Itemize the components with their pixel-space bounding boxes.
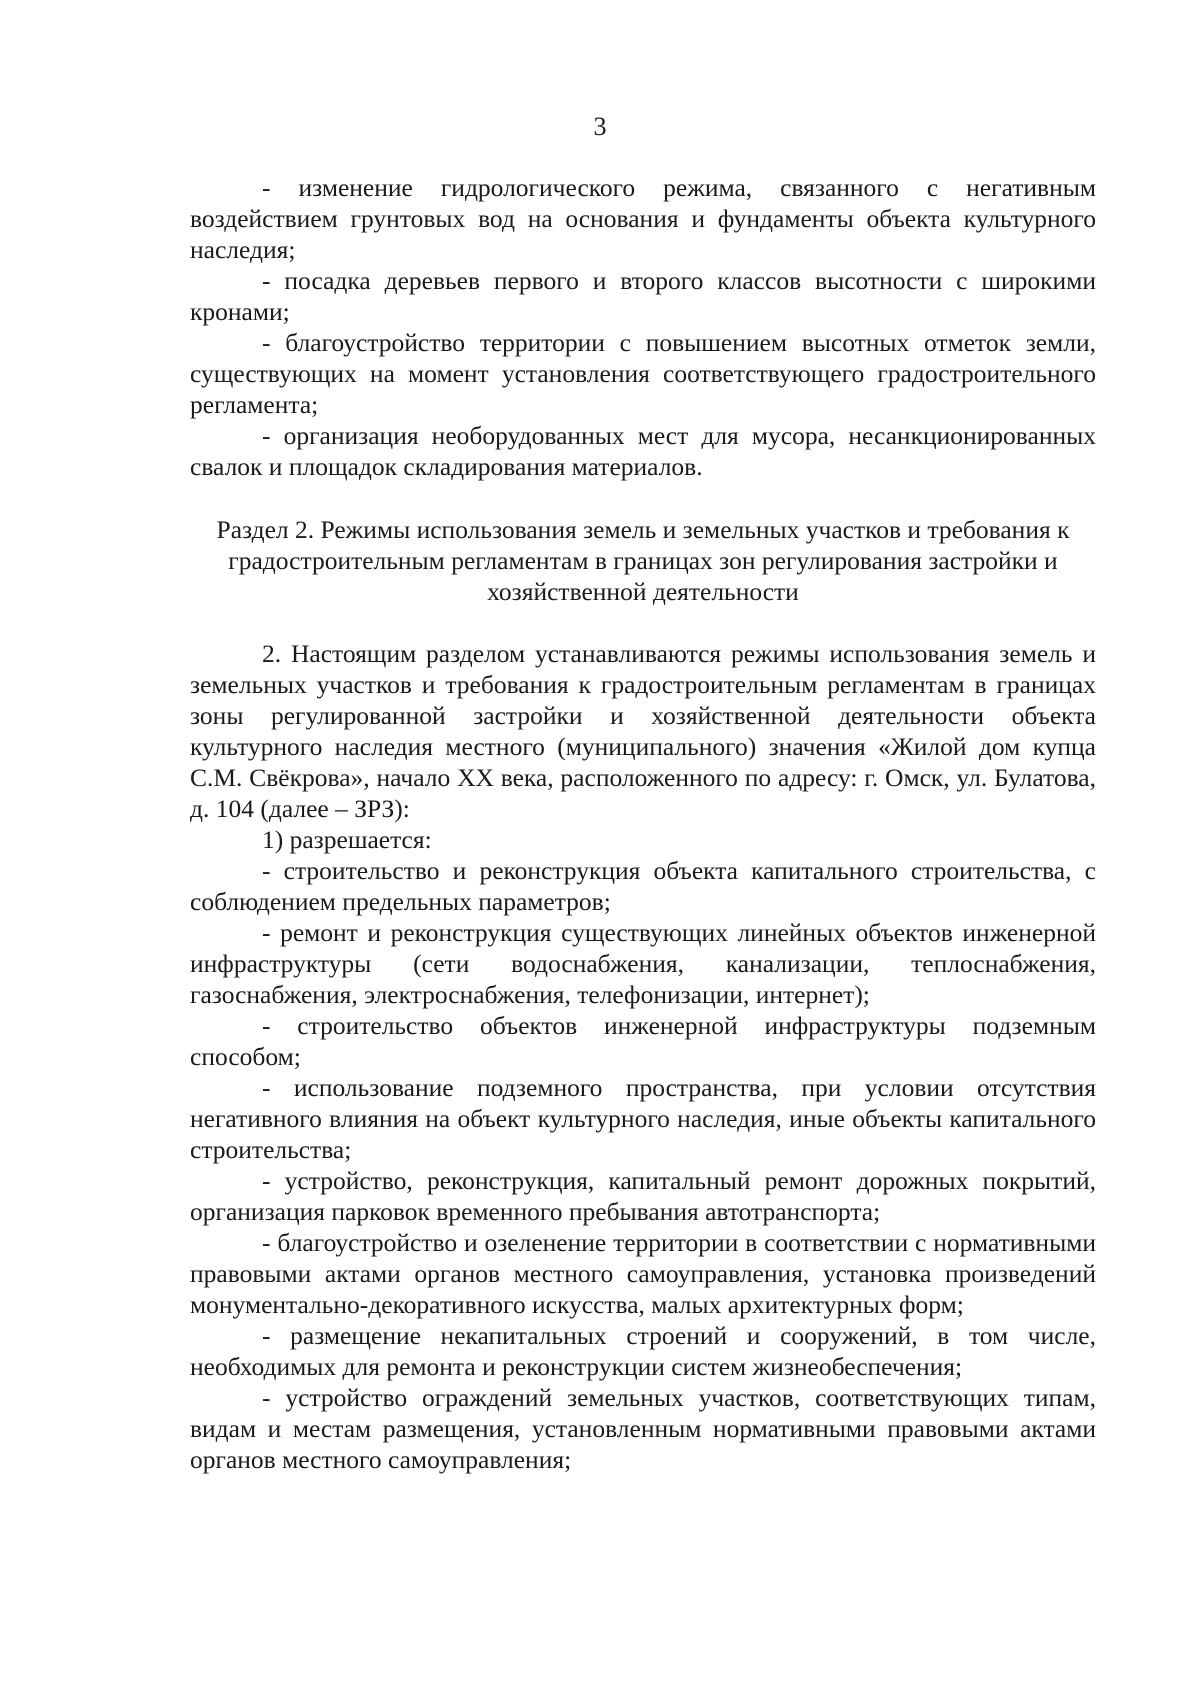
list-item: - благоустройство территории с повышением высотных отметок земли, существующих на момент установления соответствующего градостроительного регламента;	[190, 328, 1096, 419]
section-body	[190, 638, 1096, 1475]
page-number: 3	[593, 112, 607, 141]
list-item: - размещение некапитальных строений и сооружений, в том числе, необходимых для ремонта и реконструкции систем жизнеобеспечения;	[190, 1321, 1096, 1381]
list-item: - строительство и реконструкция объекта капитального строительства, с соблюдением предельных параметров;	[190, 856, 1096, 916]
list-item: - устройство ограждений земельных участков, соответствующих типам, видам и местам размещения, установленным нормативными правовыми актами органов местного самоуправления;	[190, 1383, 1096, 1474]
list-item: - использование подземного пространства, при условии отсутствия негативного влияния на объект культурного наследия, иные объекты капитального строительства;	[190, 1073, 1096, 1164]
subpoint-heading: 1) разрешается:	[262, 825, 432, 854]
list-item: - посадка деревьев первого и второго классов высотности с широкими кронами;	[190, 266, 1096, 326]
section-heading: Раздел 2. Режимы использования земель и земельных участков и требования к градостроительным регламентам в границах зон регулирования застройки и хозяйственной деятельности	[216, 515, 1070, 606]
intro-list	[190, 172, 1096, 482]
list-item: - благоустройство и озеленение территории в соответствии с нормативными правовыми актами органов местного самоуправления, установка произведений монументально-декоративного искусства, малых архитектурных форм;	[190, 1228, 1096, 1319]
list-item: - устройство, реконструкция, капитальный ремонт дорожных покрытий, организация парковок временного пребывания автотранспорта;	[190, 1166, 1096, 1226]
list-item: - изменение гидрологического режима, связанного с негативным воздействием грунтовых вод на основания и фундаменты объекта культурного наследия;	[190, 173, 1096, 264]
list-item: - ремонт и реконструкция существующих линейных объектов инженерной инфраструктуры (сети водоснабжения, канализации, теплоснабжения, газоснабжения, электроснабжения, телефонизации, интернет);	[190, 918, 1096, 1009]
list-item: - организация необорудованных мест для мусора, несанкционированных свалок и площадок складирования материалов.	[190, 421, 1096, 481]
section-paragraph: 2. Настоящим разделом устанавливаются режимы использования земель и земельных участков и требования к градостроительным регламентам в границах зоны регулированной застройки и хозяйственной деятельности объекта культурного наследия местного (муниципального) значения «Жилой дом купца С.М. Свёкрова», начало XX века, расположенного по адресу: г. Омск, ул. Булатова, д. 104 (далее – ЗРЗ):	[190, 639, 1096, 823]
list-item: - строительство объектов инженерной инфраструктуры подземным способом;	[190, 1011, 1096, 1071]
